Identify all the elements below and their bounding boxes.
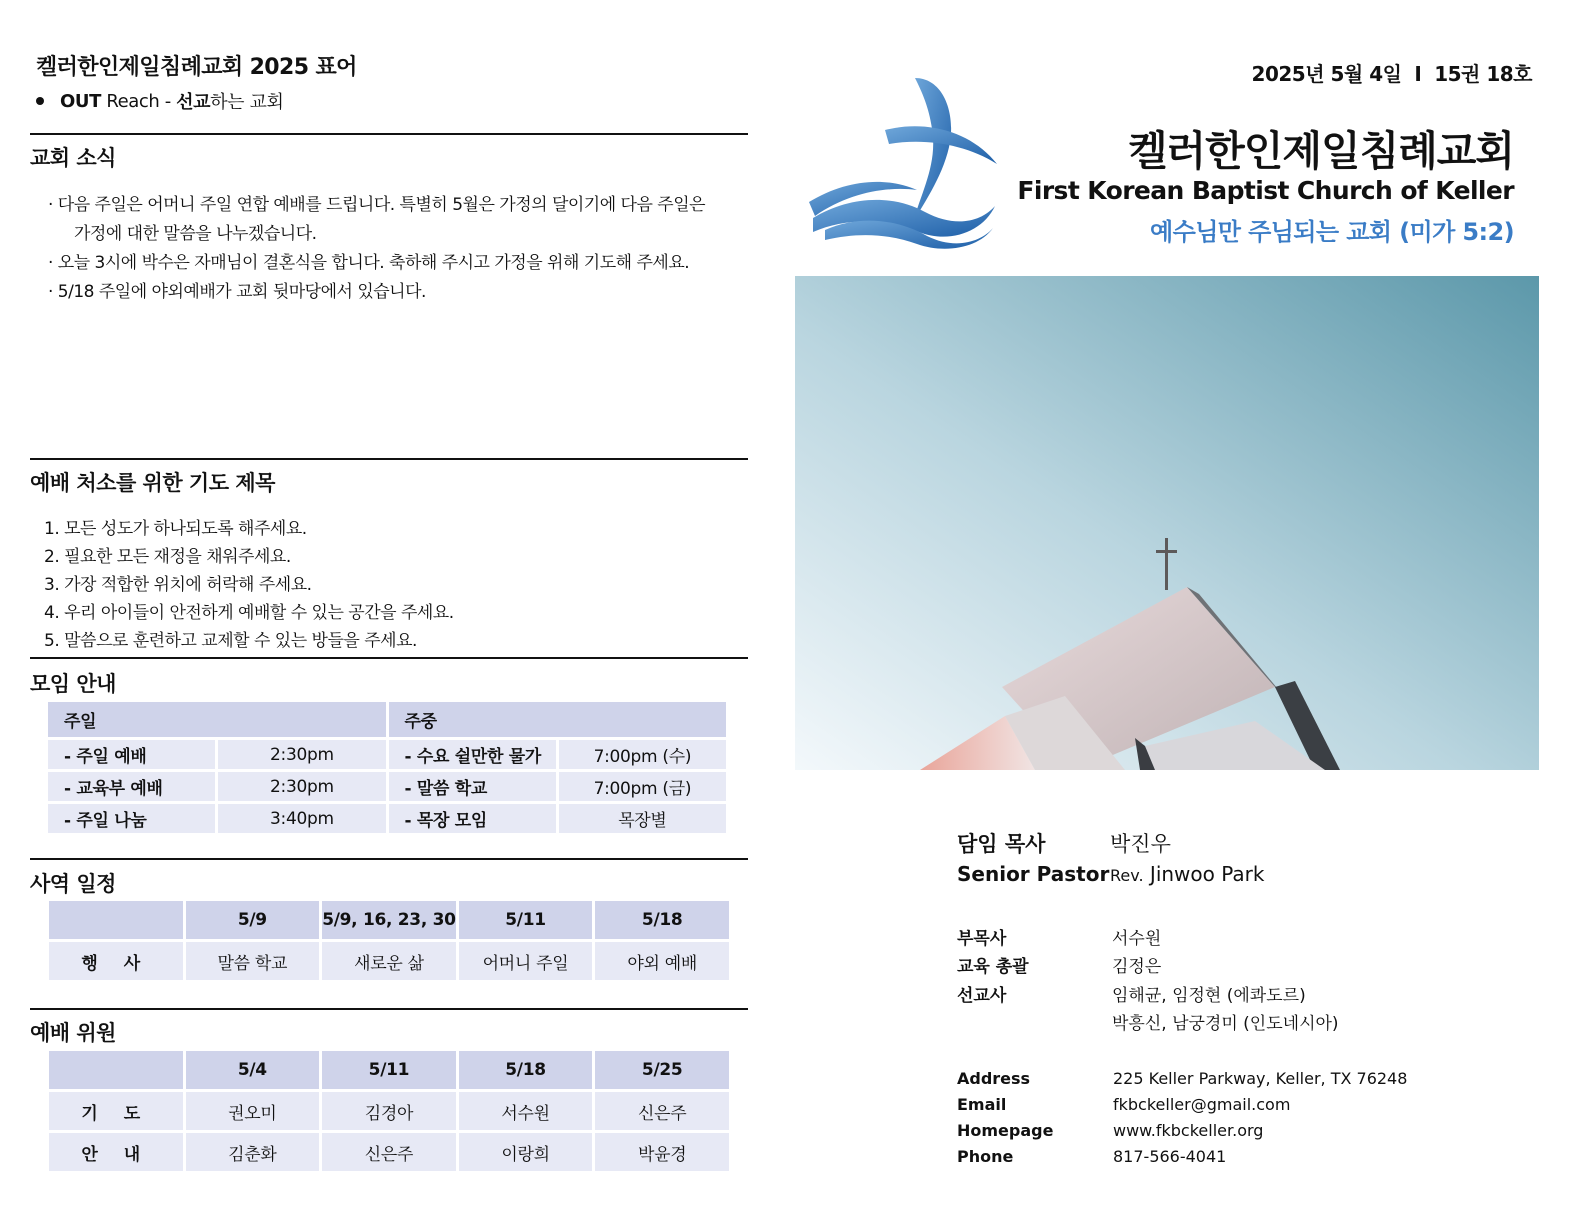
meeting-time: 3:40pm	[218, 804, 385, 833]
church-logo-icon	[805, 72, 1005, 252]
news-line: · 다음 주일은 어머니 주일 연합 예배를 드립니다. 특별히 5월은 가정의 달이기에 다음 주일은	[48, 195, 706, 215]
date-cell: 5/18	[459, 1051, 593, 1089]
event-cell: 어머니 주일	[459, 942, 593, 980]
prayer-heading: 예배 처소를 위한 기도 제목	[30, 471, 275, 495]
name-cell: 권오미	[186, 1092, 320, 1130]
date-cell: 5/11	[459, 901, 593, 939]
church-name-english: First Korean Baptist Church of Keller	[1017, 176, 1514, 205]
header-sunday: 주일	[48, 702, 386, 737]
event-cell: 야외 예배	[595, 942, 729, 980]
rev-prefix: Rev.	[1110, 866, 1144, 885]
address-label: Address	[957, 1069, 1031, 1088]
motto-church: 하는 교회	[210, 92, 284, 113]
meeting-time: 목장별	[559, 804, 726, 833]
motto-out: OUT	[60, 90, 101, 112]
news-line: 가정에 대한 말씀을 나누겠습니다.	[74, 224, 317, 244]
motto-mission: 선교	[176, 92, 211, 113]
ministry-table	[46, 898, 732, 983]
table-row	[48, 772, 726, 801]
name-cell: 신은주	[595, 1092, 729, 1130]
name-cell: 서수원	[459, 1092, 593, 1130]
meetings-table	[45, 699, 729, 836]
associate-pastor-name: 서수원	[1112, 929, 1162, 949]
meeting-time: 2:30pm	[218, 772, 385, 801]
table-header-row	[49, 1051, 729, 1089]
table-row	[49, 1133, 729, 1171]
name-cell: 김경아	[322, 1092, 456, 1130]
table-row	[48, 804, 726, 833]
news-heading: 교회 소식	[30, 146, 116, 170]
missionary-label: 선교사	[957, 986, 1007, 1006]
date-cell: 5/25	[595, 1051, 729, 1089]
date-cell: 5/9	[186, 901, 320, 939]
table-header-row	[49, 901, 729, 939]
prayer-item: 5. 말씀으로 훈련하고 교제할 수 있는 방들을 주세요.	[44, 631, 417, 651]
divider	[30, 458, 748, 460]
meeting-name: - 주일 나눔	[48, 804, 215, 833]
news-line: · 오늘 3시에 박수은 자매님이 결혼식을 합니다. 축하해 주시고 가정을 위해 기도해 주세요.	[48, 253, 690, 273]
bullet-icon	[36, 97, 44, 105]
senior-pastor-name-en	[1110, 862, 1264, 886]
table-row	[49, 1092, 729, 1130]
email-label: Email	[957, 1095, 1007, 1114]
name-cell: 신은주	[322, 1133, 456, 1171]
motto-title: 켈러한인제일침례교회 2025 표어	[36, 55, 357, 80]
prayer-item: 1. 모든 성도가 하나되도록 해주세요.	[44, 519, 307, 539]
date-cell: 5/11	[322, 1051, 456, 1089]
meetings-heading: 모임 안내	[30, 672, 116, 696]
education-director-name: 김정은	[1112, 957, 1162, 977]
table-header-row	[48, 702, 726, 737]
senior-pastor-label-kr: 담임 목사	[957, 832, 1046, 856]
prayer-item: 2. 필요한 모든 재정을 채워주세요.	[44, 547, 291, 567]
prayer-item: 4. 우리 아이들이 안전하게 예배할 수 있는 공간을 주세요.	[44, 603, 454, 623]
education-director-label: 교육 총괄	[957, 957, 1029, 977]
meeting-name: - 목장 모임	[389, 804, 556, 833]
meeting-name: - 말씀 학교	[389, 772, 556, 801]
row-label: 행 사	[49, 942, 183, 980]
table-row	[48, 740, 726, 769]
date-cell: 5/18	[595, 901, 729, 939]
meeting-name: - 수요 쉴만한 물가	[389, 740, 556, 769]
missionary-line: 박흥신, 남궁경미 (인도네시아)	[1112, 1014, 1339, 1034]
name-cell: 박윤경	[595, 1133, 729, 1171]
homepage-label: Homepage	[957, 1121, 1054, 1140]
divider	[30, 858, 748, 860]
servers-heading: 예배 위원	[30, 1021, 116, 1045]
meeting-time: 2:30pm	[218, 740, 385, 769]
senior-pastor-label-en: Senior Pastor	[957, 862, 1110, 886]
associate-pastor-label: 부목사	[957, 929, 1007, 949]
row-label: 안 내	[49, 1133, 183, 1171]
header-weekday: 주중	[389, 702, 727, 737]
row-label: 기 도	[49, 1092, 183, 1130]
motto-bullet-item	[36, 88, 283, 114]
meeting-name: - 주일 예배	[48, 740, 215, 769]
date-cell: 5/4	[186, 1051, 320, 1089]
event-cell: 말씀 학교	[186, 942, 320, 980]
name-cell: 이랑희	[459, 1133, 593, 1171]
missionary-line: 임해균, 임정현 (에콰도르)	[1112, 986, 1306, 1006]
servers-table	[46, 1048, 732, 1174]
empty-cell	[49, 1051, 183, 1089]
pastor-english-name: Jinwoo Park	[1149, 862, 1265, 886]
email-link[interactable]: fkbckeller@gmail.com	[1113, 1095, 1291, 1114]
phone-label: Phone	[957, 1147, 1014, 1166]
church-slogan: 예수님만 주님되는 교회 (미가 5:2)	[1150, 218, 1514, 246]
divider	[30, 1008, 748, 1010]
address-value: 225 Keller Parkway, Keller, TX 76248	[1113, 1069, 1408, 1088]
event-cell: 새로운 삶	[322, 942, 456, 980]
ministry-heading: 사역 일정	[30, 872, 116, 896]
church-name-korean: 켈러한인제일침례교회	[1127, 127, 1514, 175]
homepage-link[interactable]: www.fkbckeller.org	[1113, 1121, 1264, 1140]
meeting-name: - 교육부 예배	[48, 772, 215, 801]
motto-reach: Reach -	[101, 90, 177, 112]
issue-date: 2025년 5월 4일 I 15권 18호	[1251, 62, 1532, 86]
senior-pastor-name-kr: 박진우	[1110, 832, 1171, 856]
divider	[30, 133, 748, 135]
date-cell: 5/9, 16, 23, 30	[322, 901, 456, 939]
prayer-item: 3. 가장 적합한 위치에 허락해 주세요.	[44, 575, 312, 595]
table-row	[49, 942, 729, 980]
news-line: · 5/18 주일에 야외예배가 교회 뒷마당에서 있습니다.	[48, 282, 426, 302]
meeting-time: 7:00pm (수)	[559, 740, 726, 769]
divider	[30, 657, 748, 659]
name-cell: 김춘화	[186, 1133, 320, 1171]
meeting-time: 7:00pm (금)	[559, 772, 726, 801]
church-roof-photo	[795, 276, 1539, 770]
phone-value: 817-566-4041	[1113, 1147, 1227, 1166]
empty-cell	[49, 901, 183, 939]
